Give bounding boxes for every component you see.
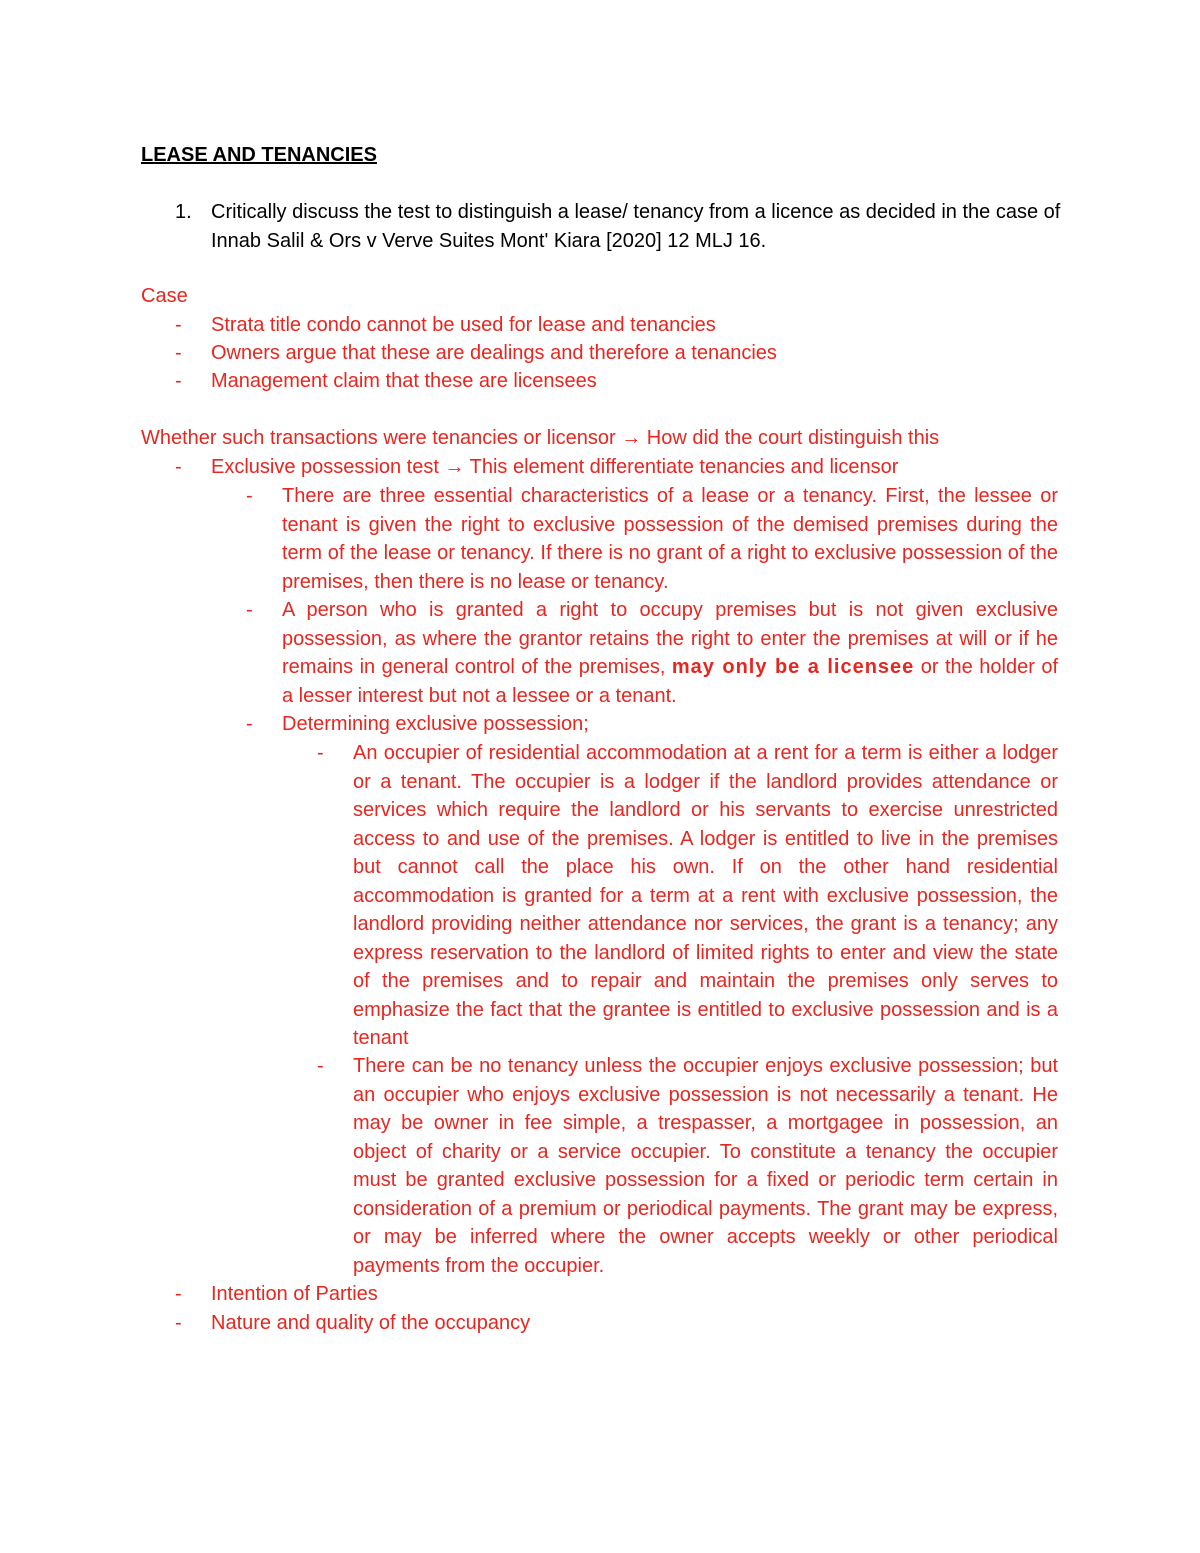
sub-sub-point-text: There can be no tenancy unless the occupier enjoys exclusive possession; but an occupier who enjoys exclusive possession is not necessarily a tenant. He may be owner in fee simple, a trespasser, a mortgagee in possession, an object of charity or a service occupier. To constitute a tenancy the occupier must be granted exclusive possession for a fixed or periodic term certain in consideration of a premium or periodical payments. The grant may be express, or may be inferred where the owner accepts weekly or other periodical payments from the occupier. [353, 1055, 1058, 1277]
emphasis-text: may only be a licensee [671, 656, 915, 678]
dash-marker: - [175, 314, 182, 336]
question-text: Critically discuss the test to distinguish a lease/ tenancy from a licence as decided in the case of Innab Salil & Ors v Verve Suites Mont' Kiara [2020] 12 MLJ 16. [211, 201, 1061, 252]
case-heading: Case [141, 285, 188, 307]
test-item-exclusive [141, 453, 1061, 482]
dash-marker: - [175, 370, 182, 392]
case-point-text: Strata title condo cannot be used for lease and tenancies [211, 314, 716, 336]
case-point [141, 311, 1061, 340]
sub-point [212, 596, 1058, 710]
sub-point [212, 482, 1058, 596]
issue-statement: Whether such transactions were tenancies or licensor → How did the court distinguish this [141, 427, 940, 449]
dash-marker: - [317, 1055, 324, 1077]
sub-point-text [282, 596, 1058, 710]
test-item-intention [141, 1280, 1061, 1309]
question-item [141, 198, 1061, 255]
case-point-text: Owners argue that these are dealings and therefore a tenancies [211, 342, 777, 364]
sub-sub-point [283, 1052, 1058, 1280]
test-item-text: Exclusive possession test → This element differentiate tenancies and licensor [211, 456, 899, 478]
case-point-text: Management claim that these are licensees [211, 370, 597, 392]
dash-marker: - [175, 1283, 182, 1305]
test-item-nature [141, 1309, 1061, 1338]
sub-point-text-part: A person who is granted a right to occupy premises but is not given exclusive possession, as where the grantor retains the right to enter the premises at will or if he remains in general control of the premises, [282, 599, 1058, 678]
sub-point-text-part: or the holder of a lesser interest but not a lessee or a tenant. [282, 656, 1058, 707]
dash-marker: - [175, 456, 182, 478]
dash-marker: - [175, 1312, 182, 1334]
dash-marker: - [317, 742, 324, 764]
test-item-text: Intention of Parties [211, 1283, 378, 1305]
dash-marker: - [246, 599, 253, 621]
sub-sub-point-text: An occupier of residential accommodation at a rent for a term is either a lodger or a tenant. The occupier is a lodger if the landlord provides attendance or services which require the landlord or his servants to exercise unrestricted access to and use of the premises. A lodger is entitled to live in the premises but cannot call the place his own. If on the other hand residential accommodation is granted for a term at a rent with exclusive possession, the landlord providing neither attendance nor services, the grant is a tenancy; any express reservation to the landlord of limited rights to enter and view the state of the premises and to repair and maintain the premises only serves to emphasize the fact that the grantee is entitled to exclusive possession and is a tenant [353, 742, 1058, 1049]
dash-marker: - [246, 485, 253, 507]
document-title: LEASE AND TENANCIES [141, 144, 377, 166]
case-point [141, 339, 1061, 368]
sub-point [212, 710, 1058, 739]
sub-sub-point [283, 739, 1058, 1053]
test-item-text: Nature and quality of the occupancy [211, 1312, 531, 1334]
dash-marker: - [246, 713, 253, 735]
sub-point-text: Determining exclusive possession; [282, 713, 589, 735]
case-point [141, 367, 1061, 396]
question-number: 1. [175, 201, 192, 223]
dash-marker: - [175, 342, 182, 364]
sub-point-text: There are three essential characteristics of a lease or a tenancy. First, the lessee or tenant is given the right to exclusive possession of the demised premises during the term of the lease or tenancy. If there is no grant of a right to exclusive possession of the premises, then there is no lease or tenancy. [282, 485, 1058, 593]
